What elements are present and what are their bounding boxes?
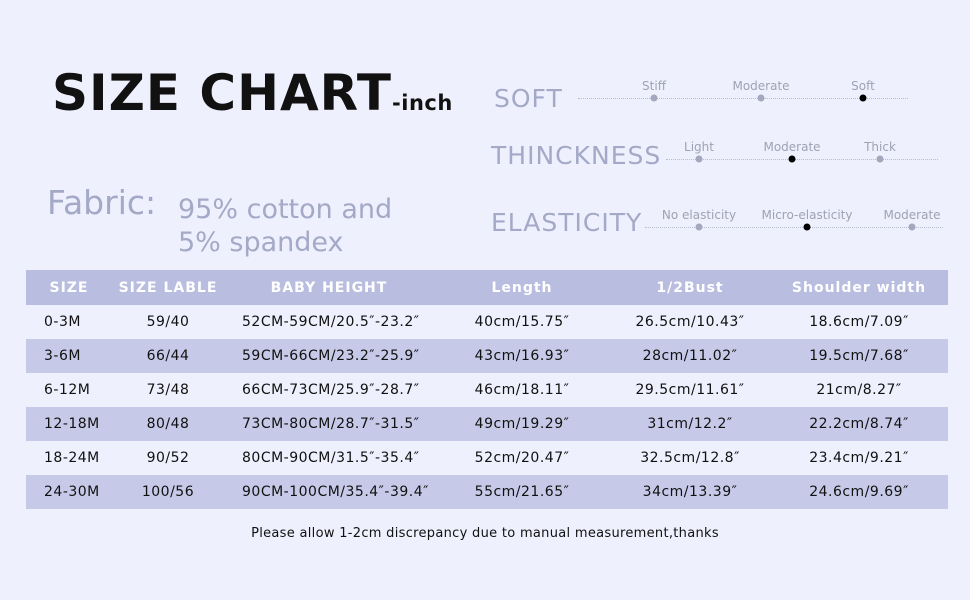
table-row — [26, 305, 948, 339]
scale-option-light: Light — [684, 140, 714, 154]
cell-length: 43cm/16.93″ — [434, 339, 610, 373]
scale-option-soft: Soft — [851, 79, 875, 93]
cell-half-bust: 34cm/13.39″ — [610, 475, 770, 509]
scale-dot-micro-elasticity-selected — [804, 224, 811, 231]
scale-option-moderate: Moderate — [763, 140, 821, 154]
cell-size-label: 90/52 — [146, 450, 190, 466]
cell-length: 52cm/20.47″ — [474, 450, 570, 466]
cell-size-label: 100/56 — [112, 475, 224, 509]
cell-size-label: 80/48 — [112, 407, 224, 441]
table-row — [26, 339, 948, 373]
cell-length: 46cm/18.11″ — [474, 382, 570, 398]
measurement-note: Please allow 1-2cm discrepancy due to manual measurement,thanks — [251, 526, 719, 541]
header-shoulder-width: Shoulder width — [770, 270, 948, 305]
scale-option-stiff: Stiff — [642, 79, 666, 93]
fabric-label: Fabric: — [47, 183, 157, 222]
cell-size-label: 73/48 — [146, 382, 190, 398]
cell-shoulder-width: 22.2cm/8.74″ — [770, 407, 948, 441]
scale-dot-soft-selected — [860, 95, 867, 102]
cell-half-bust: 31cm/12.2″ — [610, 407, 770, 441]
scale-option-micro-elasticity: Micro-elasticity — [761, 208, 853, 222]
header-length: Length — [434, 270, 610, 305]
scale-line-soft — [578, 98, 908, 99]
cell-shoulder-width: 24.6cm/9.69″ — [770, 475, 948, 509]
fabric-value: 95% cotton and 5% spandex — [178, 194, 393, 258]
header-size: SIZE — [26, 270, 112, 305]
cell-size-label: 66/44 — [112, 339, 224, 373]
title-main: SIZE CHART — [52, 64, 393, 122]
scale-line-elasticity — [645, 227, 943, 228]
scale-dot-light — [696, 156, 703, 163]
table-row — [26, 475, 948, 509]
cell-size: 3-6M — [26, 339, 112, 373]
cell-shoulder-width: 23.4cm/9.21″ — [809, 450, 909, 466]
cell-baby-height: 80CM-90CM/31.5″-35.4″ — [242, 450, 420, 466]
cell-shoulder-width: 19.5cm/7.68″ — [770, 339, 948, 373]
scale-dot-stiff — [651, 95, 658, 102]
cell-baby-height: 73CM-80CM/28.7″-31.5″ — [224, 407, 434, 441]
cell-baby-height: 90CM-100CM/35.4″-39.4″ — [224, 475, 434, 509]
cell-size: 18-24M — [44, 450, 100, 466]
scale-line-thickness — [666, 159, 938, 160]
cell-length: 55cm/21.65″ — [434, 475, 610, 509]
scale-option-moderate: Moderate — [883, 208, 941, 222]
cell-length: 49cm/19.29″ — [434, 407, 610, 441]
header-half-bust: 1/2Bust — [610, 270, 770, 305]
cell-size: 0-3M — [44, 314, 81, 330]
scale-option-moderate: Moderate — [732, 79, 790, 93]
scale-dot-thick — [877, 156, 884, 163]
scale-dot-moderate-selected — [789, 156, 796, 163]
header-size-label: SIZE LABLE — [112, 270, 224, 305]
cell-length: 40cm/15.75″ — [474, 314, 570, 330]
scale-option-no-elasticity: No elasticity — [661, 208, 737, 222]
cell-shoulder-width: 18.6cm/7.09″ — [809, 314, 909, 330]
cell-baby-height: 59CM-66CM/23.2″-25.9″ — [224, 339, 434, 373]
size-table — [26, 270, 948, 509]
table-row — [26, 373, 948, 407]
scale-dot-moderate — [909, 224, 916, 231]
scale-option-thick: Thick — [864, 140, 896, 154]
size-chart-title — [52, 64, 453, 122]
header-baby-height: BABY HEIGHT — [224, 270, 434, 305]
scale-name-thickness: THINCKNESS — [491, 141, 662, 170]
scale-name-elasticity: ELASTICITY — [491, 208, 643, 237]
cell-half-bust: 28cm/11.02″ — [610, 339, 770, 373]
scale-dot-moderate — [758, 95, 765, 102]
scale-dot-no-elasticity — [696, 224, 703, 231]
table-row — [26, 441, 948, 475]
cell-size: 12-18M — [26, 407, 112, 441]
cell-baby-height: 66CM-73CM/25.9″-28.7″ — [242, 382, 420, 398]
cell-half-bust: 29.5cm/11.61″ — [635, 382, 745, 398]
cell-baby-height: 52CM-59CM/20.5″-23.2″ — [242, 314, 420, 330]
title-unit: -inch — [392, 91, 453, 115]
cell-half-bust: 32.5cm/12.8″ — [640, 450, 740, 466]
cell-half-bust: 26.5cm/10.43″ — [635, 314, 745, 330]
cell-size: 24-30M — [26, 475, 112, 509]
cell-size: 6-12M — [44, 382, 91, 398]
table-header-row — [26, 270, 948, 305]
table-row — [26, 407, 948, 441]
cell-shoulder-width: 21cm/8.27″ — [816, 382, 902, 398]
cell-size-label: 59/40 — [146, 314, 190, 330]
scale-name-soft: SOFT — [494, 84, 563, 113]
